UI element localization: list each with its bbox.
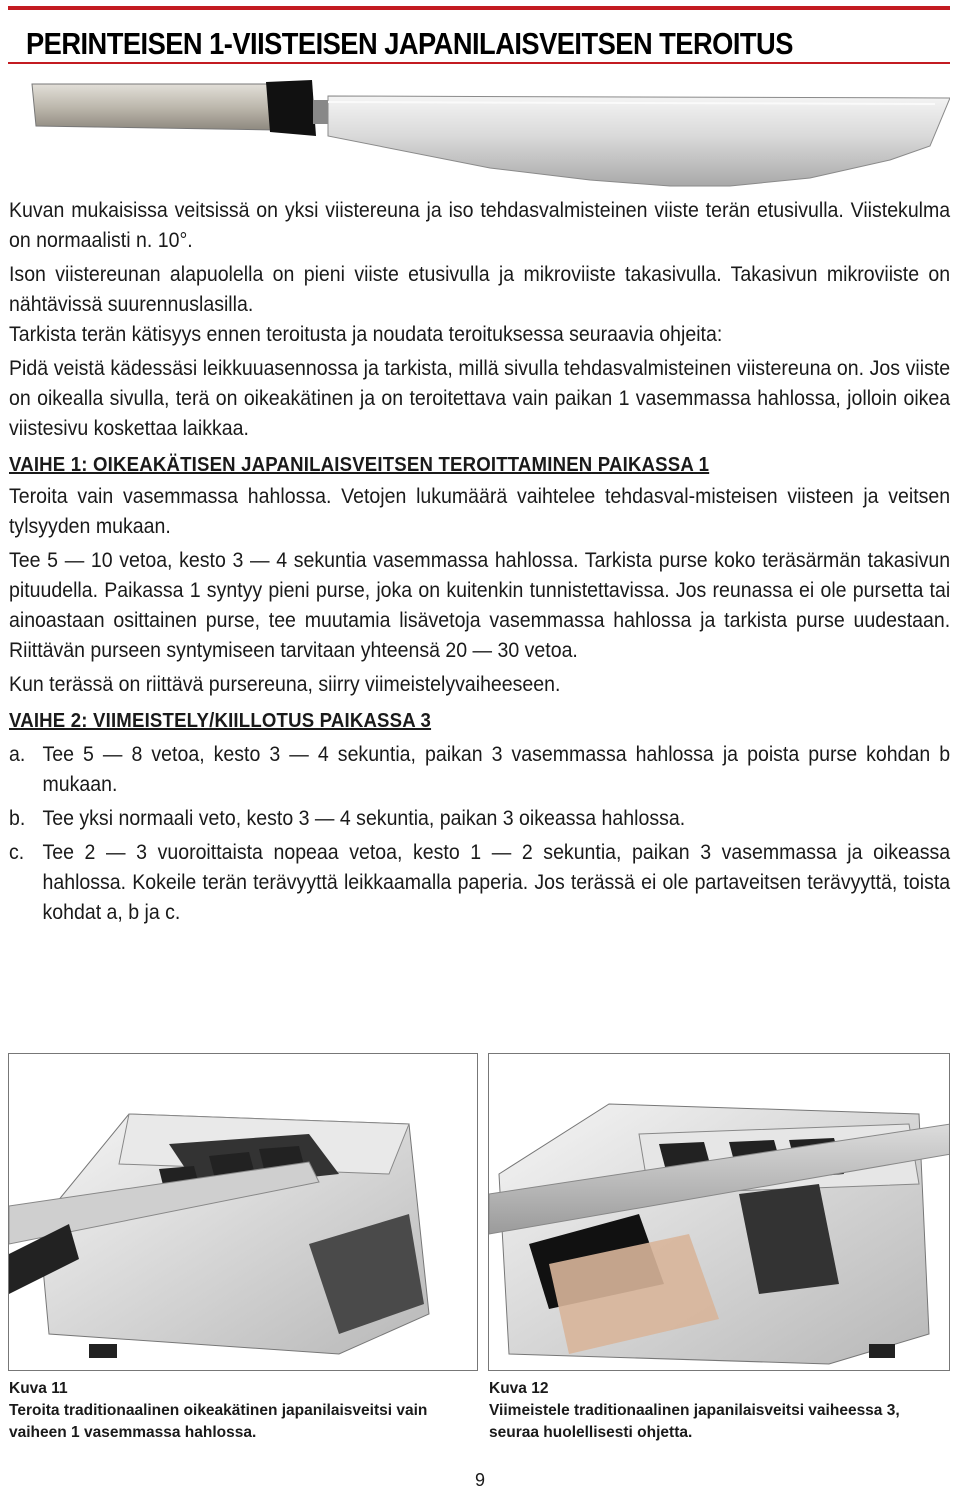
step2-item-marker: b. <box>9 807 26 830</box>
figure-12-caption <box>489 1378 949 1444</box>
figure-12-photo <box>488 1053 950 1371</box>
figure-11-caption <box>9 1378 469 1444</box>
intro-paragraph: Pidä veistä kädessäsi leikkuuasennossa ja tarkista, millä sivulla tehdasvalmisteinen viistereuna on. Jos viiste on oikealla sivulla, terä on oikeakätinen ja on teroitettava vain paikan 1 vasemmassa hahlossa, jolloin oikea viistesivu koskettaa laikkaa. <box>9 357 951 440</box>
step1-paragraph: Teroita vain vasemmassa hahlossa. Vetojen lukumäärä vaihtelee tehdasval-misteisen viisteen ja veitsen tylsyyden mukaan. <box>9 485 951 538</box>
step1-paragraph: Kun terässä on riittävä pursereuna, siirry viimeistelyvaiheeseen. <box>9 673 561 696</box>
title-bar <box>8 6 950 64</box>
figure-label: Kuva 11 <box>9 1380 68 1397</box>
step2-heading: VAIHE 2: VIIMEISTELY/KIILLOTUS PAIKASSA 3 <box>9 710 432 732</box>
step1-heading: VAIHE 1: OIKEAKÄTISEN JAPANILAISVEITSEN TEROITTAMINEN PAIKASSA 1 <box>9 454 710 476</box>
step2-item-text: Tee 2 — 3 vuoroittaista nopeaa vetoa, kesto 1 — 2 sekuntia, paikan 3 vasemmassa ja oikeassa hahlossa. Kokeile terän terävyyttä leikkaamalla paperia. Jos terässä ei ole partaveitsen terävyyttä, toista kohdat a, b ja c. <box>42 841 951 924</box>
intro-paragraph: Kuvan mukaisissa veitsissä on yksi viistereuna ja iso tehdasvalmisteinen viiste terän etusivulla. Viistekulma on normaalisti n. 10°. <box>9 199 951 252</box>
knife-illustration <box>30 76 950 188</box>
page-title: PERINTEISEN 1-VIISTEISEN JAPANILAISVEITSEN TEROITUS <box>26 26 793 61</box>
step1-paragraph: Tee 5 — 10 vetoa, kesto 3 — 4 sekuntia vasemmassa hahlossa. Tarkista purse koko teräsärmän takasivun pituudella. Paikassa 1 syntyy pieni purse, joka on kuitenkin tunnistettavissa. Jos reunassa ei ole pursetta tai ainoastaan osittainen purse, tee muutamia lisävetoja vasemmassa hahlossa ja tarkista purse uudestaan. Riittävän purseen syntymiseen tarvitaan yhteensä 20 — 30 vetoa. <box>9 549 951 662</box>
step2-item-text: Tee 5 — 8 vetoa, kesto 3 — 4 sekuntia, paikan 3 vasemmassa hahlossa ja poista purse kohdan b mukaan. <box>42 743 951 796</box>
step2-item <box>9 740 950 800</box>
step2-item-marker: c. <box>9 841 25 864</box>
intro-paragraph: Ison viistereunan alapuolella on pieni viiste etusivulla ja mikroviiste takasivulla. Takasivun mikroviiste on nähtävissä suurennuslasilla. <box>9 263 951 316</box>
step2-item <box>9 804 950 834</box>
figure-caption-text: Viimeistele traditionaalinen japanilaisveitsi vaiheessa 3, seuraa huolellisesti ohjetta. <box>489 1402 900 1441</box>
step2-item <box>9 838 950 928</box>
step2-item-text: Tee yksi normaali veto, kesto 3 — 4 sekuntia, paikan 3 oikeassa hahlossa. <box>42 807 686 830</box>
figure-caption-text: Teroita traditionaalinen oikeakätinen japanilaisveitsi vain vaiheen 1 vasemmassa hahlossa. <box>9 1402 428 1441</box>
figure-11-photo <box>8 1053 478 1371</box>
page-number: 9 <box>474 1470 485 1490</box>
intro-paragraph: Tarkista terän kätisyys ennen teroitusta ja noudata teroituksessa seuraavia ohjeita: <box>9 323 723 346</box>
step2-item-marker: a. <box>9 743 26 766</box>
figure-label: Kuva 12 <box>489 1380 549 1397</box>
instruction-text <box>9 196 950 928</box>
